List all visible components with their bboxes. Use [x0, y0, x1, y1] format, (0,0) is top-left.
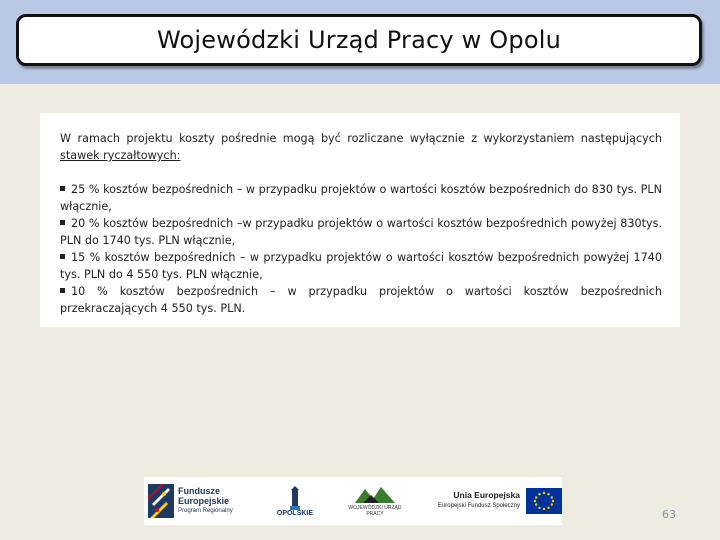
page-number: 63	[662, 508, 676, 521]
bullet-text: 10 % kosztów bezpośrednich – w przypadku projektów o wartości kosztów bezpośrednich przekraczających 4 550 tys. PLN.	[60, 285, 662, 315]
fe-line2: Europejskie	[178, 496, 230, 506]
fundusze-europejskie-logo	[144, 477, 244, 525]
fe-line3: Program Regionalny	[178, 508, 233, 514]
bullet-text: 15 % kosztów bezpośrednich – w przypadku projektów o wartości kosztów bezpośrednich powyżej 1740 tys. PLN do 4 550 tys. PLN włącznie,	[60, 251, 662, 281]
content-text	[60, 130, 662, 317]
bullet-text: 20 % kosztów bezpośrednich –w przypadku projektów o wartości kosztów bezpośrednich powyżej 830tys. PLN do 1740 tys. PLN włącznie,	[60, 217, 662, 247]
intro-text: W ramach projektu koszty pośrednie mogą być rozliczane wyłącznie z wykorzystaniem następujących stawek ryczałtowych:	[60, 132, 662, 162]
wup-logo	[340, 477, 410, 525]
title-box	[16, 14, 702, 66]
wup-caption: WOJEWÓDZKI URZĄD PRACY	[348, 505, 402, 517]
intro-paragraph	[60, 130, 662, 164]
ue-logo	[438, 477, 562, 525]
wup-mountains-icon	[355, 485, 395, 505]
bullet-icon	[60, 288, 65, 293]
bullet-text: 25 % kosztów bezpośrednich – w przypadku projektów o wartości kosztów bezpośrednich do 830 tys. PLN włącznie,	[60, 183, 662, 213]
fe-line1: Fundusze	[178, 486, 220, 496]
eu-flag-icon	[526, 488, 562, 514]
opolskie-logo	[262, 477, 328, 525]
logo-strip	[144, 477, 562, 525]
bullet-icon	[60, 254, 65, 259]
bullet-item-4	[60, 283, 662, 317]
fundusze-europejskie-icon	[148, 484, 174, 518]
opolskie-label: OPOLSKIE	[276, 509, 314, 517]
bullet-icon	[60, 186, 65, 191]
opolskie-tower-icon	[288, 486, 302, 510]
bullet-item-2	[60, 215, 662, 249]
bullet-item-3	[60, 249, 662, 283]
bullet-item-1	[60, 181, 662, 215]
ue-line1: Unia Europejska	[453, 490, 520, 500]
bullet-icon	[60, 220, 65, 225]
ue-line2: Europejski Fundusz Społeczny	[437, 503, 520, 509]
page-title: Wojewódzki Urząd Pracy w Opolu	[157, 26, 561, 54]
